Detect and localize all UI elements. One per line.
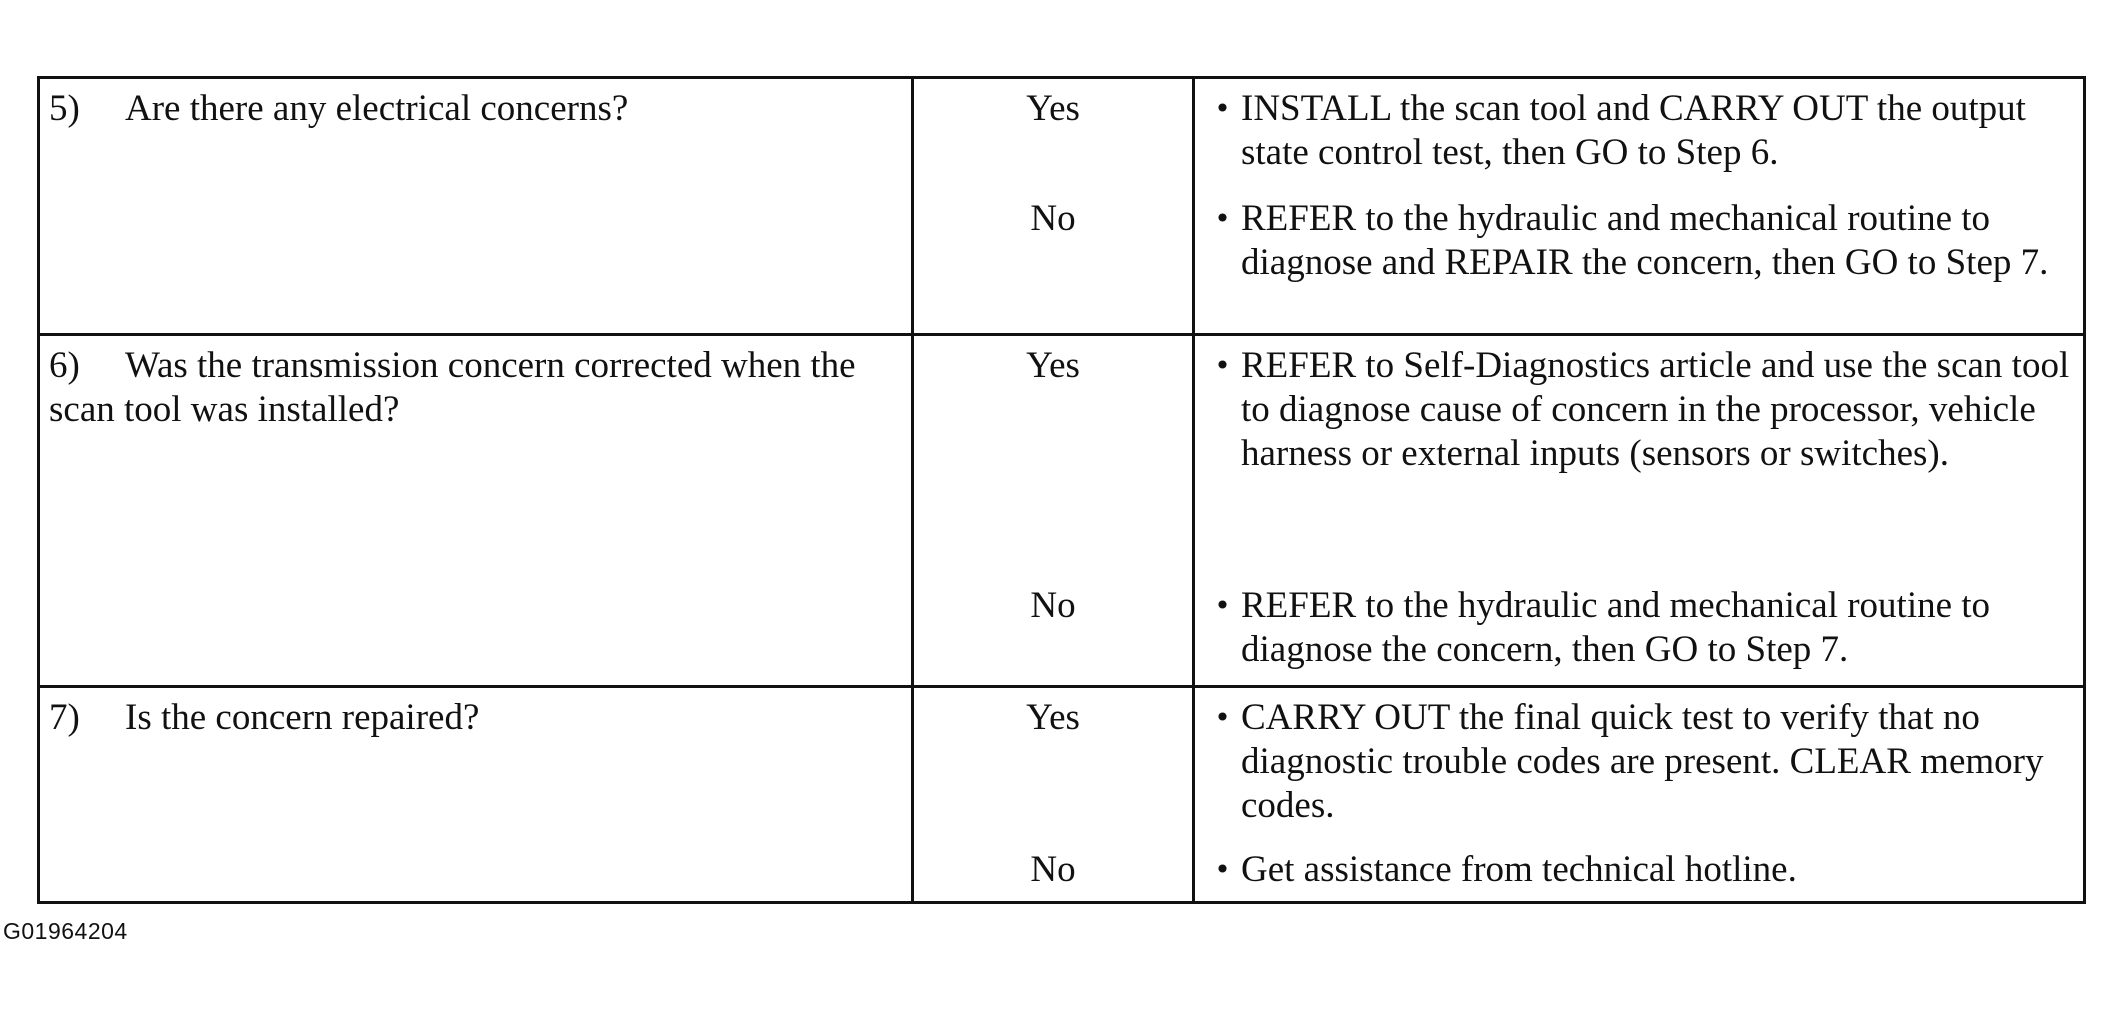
question-text: Are there any electrical concerns? (125, 88, 629, 129)
response-cell (1194, 335, 2085, 687)
step-number: 7) (49, 697, 80, 738)
answer-cell (913, 687, 1194, 903)
bullet-icon: • (1214, 589, 1231, 622)
answer-no-label: No (1030, 849, 1076, 890)
diagnostic-table (37, 76, 2086, 904)
answer-cell (913, 335, 1194, 687)
bullet-icon: • (1214, 202, 1231, 235)
response-item (1204, 87, 2073, 175)
response-item (1204, 344, 2073, 476)
step-number: 5) (49, 88, 80, 129)
question-text: Is the concern repaired? (125, 697, 480, 738)
table-row (39, 687, 2085, 903)
response-text: Get assistance from technical hotline. (1241, 849, 1797, 890)
table-row (39, 335, 2085, 687)
answer-yes-label: Yes (1026, 697, 1080, 738)
answer-no-label: No (1030, 585, 1076, 626)
response-item (1204, 584, 2073, 672)
response-text: CARRY OUT the final quick test to verify that no diagnostic trouble codes are present. CLEAR memory codes. (1241, 697, 2044, 826)
step-number: 6) (49, 345, 80, 386)
question-cell (39, 687, 913, 903)
answer-yes-label: Yes (1026, 345, 1080, 386)
answer-no-label: No (1030, 198, 1076, 239)
response-text: REFER to Self-Diagnostics article and use the scan tool to diagnose cause of concern in the processor, vehicle harness or external inputs (sensors or switches). (1241, 345, 2070, 474)
response-cell (1194, 687, 2085, 903)
bullet-icon: • (1214, 349, 1231, 382)
table-row (39, 78, 2085, 335)
response-cell (1194, 78, 2085, 335)
question-text: Was the transmission concern corrected when the scan tool was installed? (49, 345, 856, 430)
response-item (1204, 197, 2073, 285)
question-cell (39, 78, 913, 335)
response-item (1204, 696, 2073, 828)
figure-code: G01964204 (3, 918, 128, 944)
response-text: REFER to the hydraulic and mechanical routine to diagnose the concern, then GO to Step 7. (1241, 585, 1991, 670)
bullet-icon: • (1214, 853, 1231, 886)
response-text: INSTALL the scan tool and CARRY OUT the output state control test, then GO to Step 6. (1241, 88, 2026, 173)
bullet-icon: • (1214, 701, 1231, 734)
response-item (1204, 848, 2073, 892)
answer-cell (913, 78, 1194, 335)
answer-yes-label: Yes (1026, 88, 1080, 129)
response-text: REFER to the hydraulic and mechanical routine to diagnose and REPAIR the concern, then GO to Step 7. (1241, 198, 2049, 283)
question-cell (39, 335, 913, 687)
bullet-icon: • (1214, 92, 1231, 125)
